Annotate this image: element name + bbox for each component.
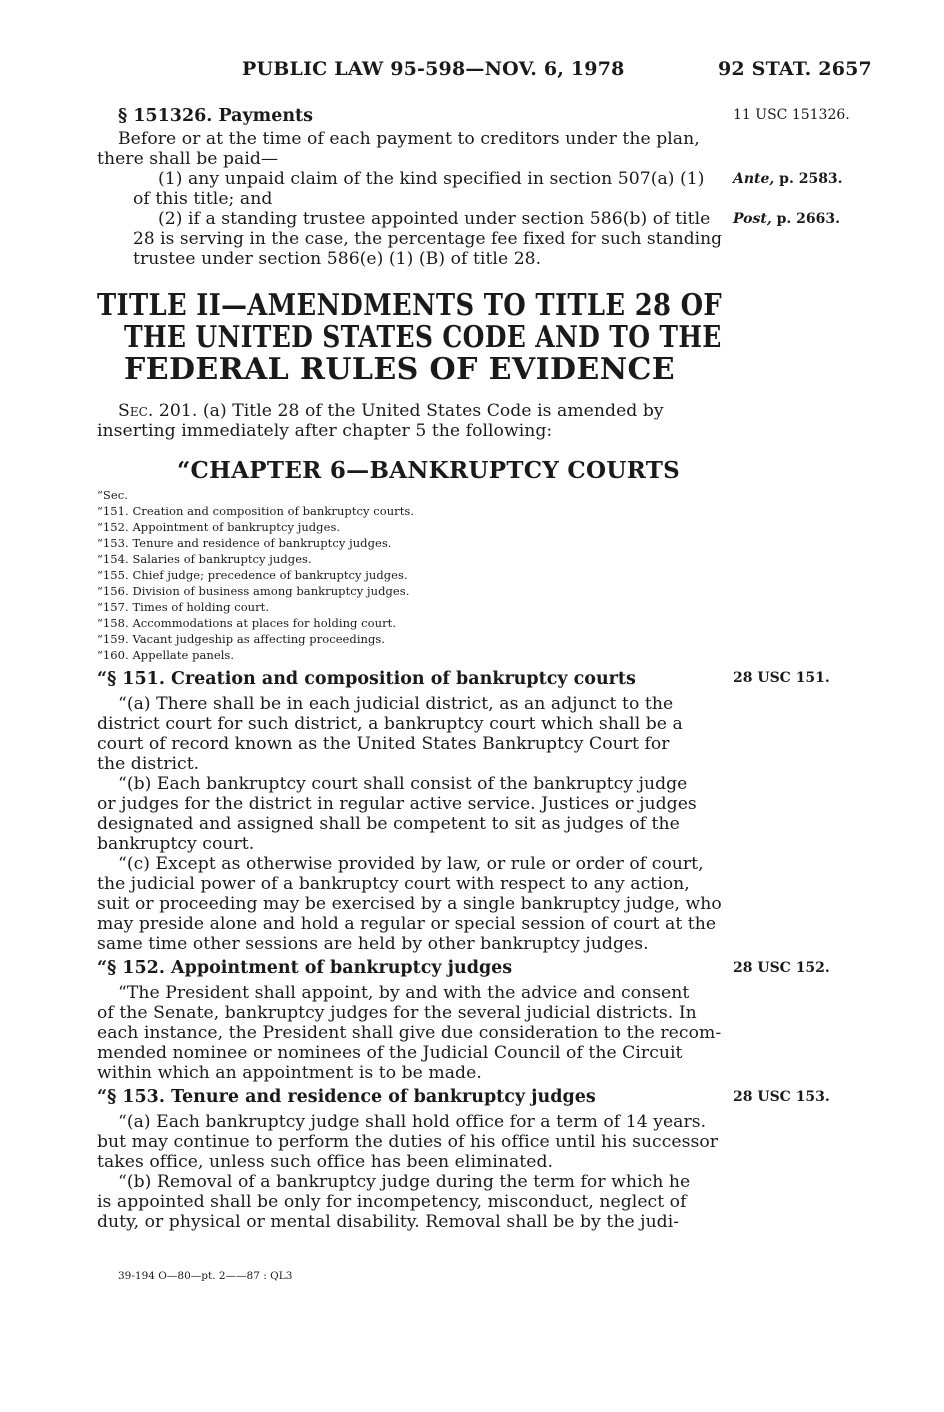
margin-note-11-usc-151326: 11 USC 151326. bbox=[733, 107, 850, 123]
section-151-line: or judges for the district in regular active service. Justices or judges bbox=[97, 794, 697, 814]
section-151-line: designated and assigned shall be competent to sit as judges of the bbox=[97, 814, 680, 834]
margin-note-28-usc-153: 28 USC 153. bbox=[733, 1089, 830, 1105]
sec-label: Sec. bbox=[118, 401, 154, 421]
margin-note-28-usc-151: 28 USC 151. bbox=[733, 670, 830, 686]
toc-line: “152. Appointment of bankruptcy judges. bbox=[97, 520, 341, 534]
section-153-line: duty, or physical or mental disability. Removal shall be by the judi- bbox=[97, 1212, 680, 1232]
page-footer-code: 39-194 O—80—pt. 2——87 : QL3 bbox=[118, 1270, 293, 1282]
section-151326-line: (2) if a standing trustee appointed under section 586(b) of title bbox=[158, 209, 711, 229]
chapter-6-heading: “CHAPTER 6—BANKRUPTCY COURTS bbox=[177, 457, 681, 484]
section-153-line: but may continue to perform the duties of his office until his successor bbox=[97, 1132, 719, 1152]
toc-line: “158. Accommodations at places for holding court. bbox=[97, 616, 397, 630]
section-152-line: of the Senate, bankruptcy judges for the several judicial districts. In bbox=[97, 1003, 697, 1023]
section-153-line: takes office, unless such office has been eliminated. bbox=[97, 1152, 554, 1172]
section-152-line: mended nominee or nominees of the Judicial Council of the Circuit bbox=[97, 1043, 683, 1063]
section-151-line: district court for such district, a bankruptcy court which shall be a bbox=[97, 714, 683, 734]
ante-label: Ante, bbox=[733, 171, 775, 187]
toc-line: “153. Tenure and residence of bankruptcy judges. bbox=[97, 536, 392, 550]
running-header-right: 92 STAT. 2657 bbox=[718, 58, 872, 80]
post-label: Post, bbox=[733, 211, 772, 227]
section-153-line: “(b) Removal of a bankruptcy judge during the term for which he bbox=[118, 1172, 691, 1192]
section-151-line: court of record known as the United States Bankruptcy Court for bbox=[97, 734, 670, 754]
post-page: p. 2663. bbox=[771, 211, 840, 227]
toc-line: “Sec. bbox=[97, 488, 128, 502]
section-151-line: the district. bbox=[97, 754, 200, 774]
section-151-heading: “§ 151. Creation and composition of bankruptcy courts bbox=[97, 669, 636, 689]
section-153-line: “(a) Each bankruptcy judge shall hold office for a term of 14 years. bbox=[118, 1112, 707, 1132]
section-151-line: “(b) Each bankruptcy court shall consist of the bankruptcy judge bbox=[118, 774, 688, 794]
section-151326-line: of this title; and bbox=[133, 189, 273, 209]
section-153-heading: “§ 153. Tenure and residence of bankruptcy judges bbox=[97, 1087, 596, 1107]
section-152-heading: “§ 152. Appointment of bankruptcy judges bbox=[97, 958, 513, 978]
margin-note-28-usc-152: 28 USC 152. bbox=[733, 960, 830, 976]
section-151-line: may preside alone and hold a regular or special session of court at the bbox=[97, 914, 717, 934]
section-153-line: is appointed shall be only for incompetency, misconduct, neglect of bbox=[97, 1192, 687, 1212]
title-ii-line-2: THE UNITED STATES CODE AND TO THE bbox=[124, 320, 722, 355]
toc-line: “157. Times of holding court. bbox=[97, 600, 270, 614]
section-151326-line: (1) any unpaid claim of the kind specified in section 507(a) (1) bbox=[158, 169, 705, 189]
title-ii-line-3: FEDERAL RULES OF EVIDENCE bbox=[124, 352, 676, 387]
sec-201-line-1 bbox=[118, 401, 664, 421]
section-152-line: “The President shall appoint, by and with the advice and consent bbox=[118, 983, 690, 1003]
toc-line: “154. Salaries of bankruptcy judges. bbox=[97, 552, 312, 566]
sec-201-line-2: inserting immediately after chapter 5 the following: bbox=[97, 421, 553, 441]
toc-line: “159. Vacant judgeship as affecting proceedings. bbox=[97, 632, 386, 646]
section-151326-line: trustee under section 586(e) (1) (B) of title 28. bbox=[133, 249, 542, 269]
sec-201-line-1-text: 201. (a) Title 28 of the United States Code is amended by bbox=[153, 401, 664, 421]
section-152-line: within which an appointment is to be made. bbox=[97, 1063, 482, 1083]
section-151-line: same time other sessions are held by other bankruptcy judges. bbox=[97, 934, 649, 954]
section-151326-heading: § 151326. Payments bbox=[118, 106, 313, 126]
title-ii-line-1: TITLE II—AMENDMENTS TO TITLE 28 OF bbox=[97, 288, 723, 323]
margin-note-post bbox=[733, 211, 840, 227]
ante-page: p. 2583. bbox=[774, 171, 843, 187]
section-151-line: “(a) There shall be in each judicial district, as an adjunct to the bbox=[118, 694, 674, 714]
running-header-left: PUBLIC LAW 95-598—NOV. 6, 1978 bbox=[242, 58, 625, 80]
toc-line: “156. Division of business among bankruptcy judges. bbox=[97, 584, 410, 598]
section-151-line: the judicial power of a bankruptcy court with respect to any action, bbox=[97, 874, 690, 894]
section-152-line: each instance, the President shall give due consideration to the recom- bbox=[97, 1023, 722, 1043]
toc-line: “151. Creation and composition of bankruptcy courts. bbox=[97, 504, 415, 518]
margin-note-ante bbox=[733, 171, 843, 187]
section-151-line: suit or proceeding may be exercised by a single bankruptcy judge, who bbox=[97, 894, 722, 914]
section-151326-line: there shall be paid— bbox=[97, 149, 279, 169]
section-151326-line: 28 is serving in the case, the percentage fee fixed for such standing bbox=[133, 229, 723, 249]
section-151326-line: Before or at the time of each payment to creditors under the plan, bbox=[118, 129, 700, 149]
toc-line: “155. Chief judge; precedence of bankruptcy judges. bbox=[97, 568, 408, 582]
toc-line: “160. Appellate panels. bbox=[97, 648, 235, 662]
section-151-line: bankruptcy court. bbox=[97, 834, 255, 854]
section-151-line: “(c) Except as otherwise provided by law, or rule or order of court, bbox=[118, 854, 704, 874]
